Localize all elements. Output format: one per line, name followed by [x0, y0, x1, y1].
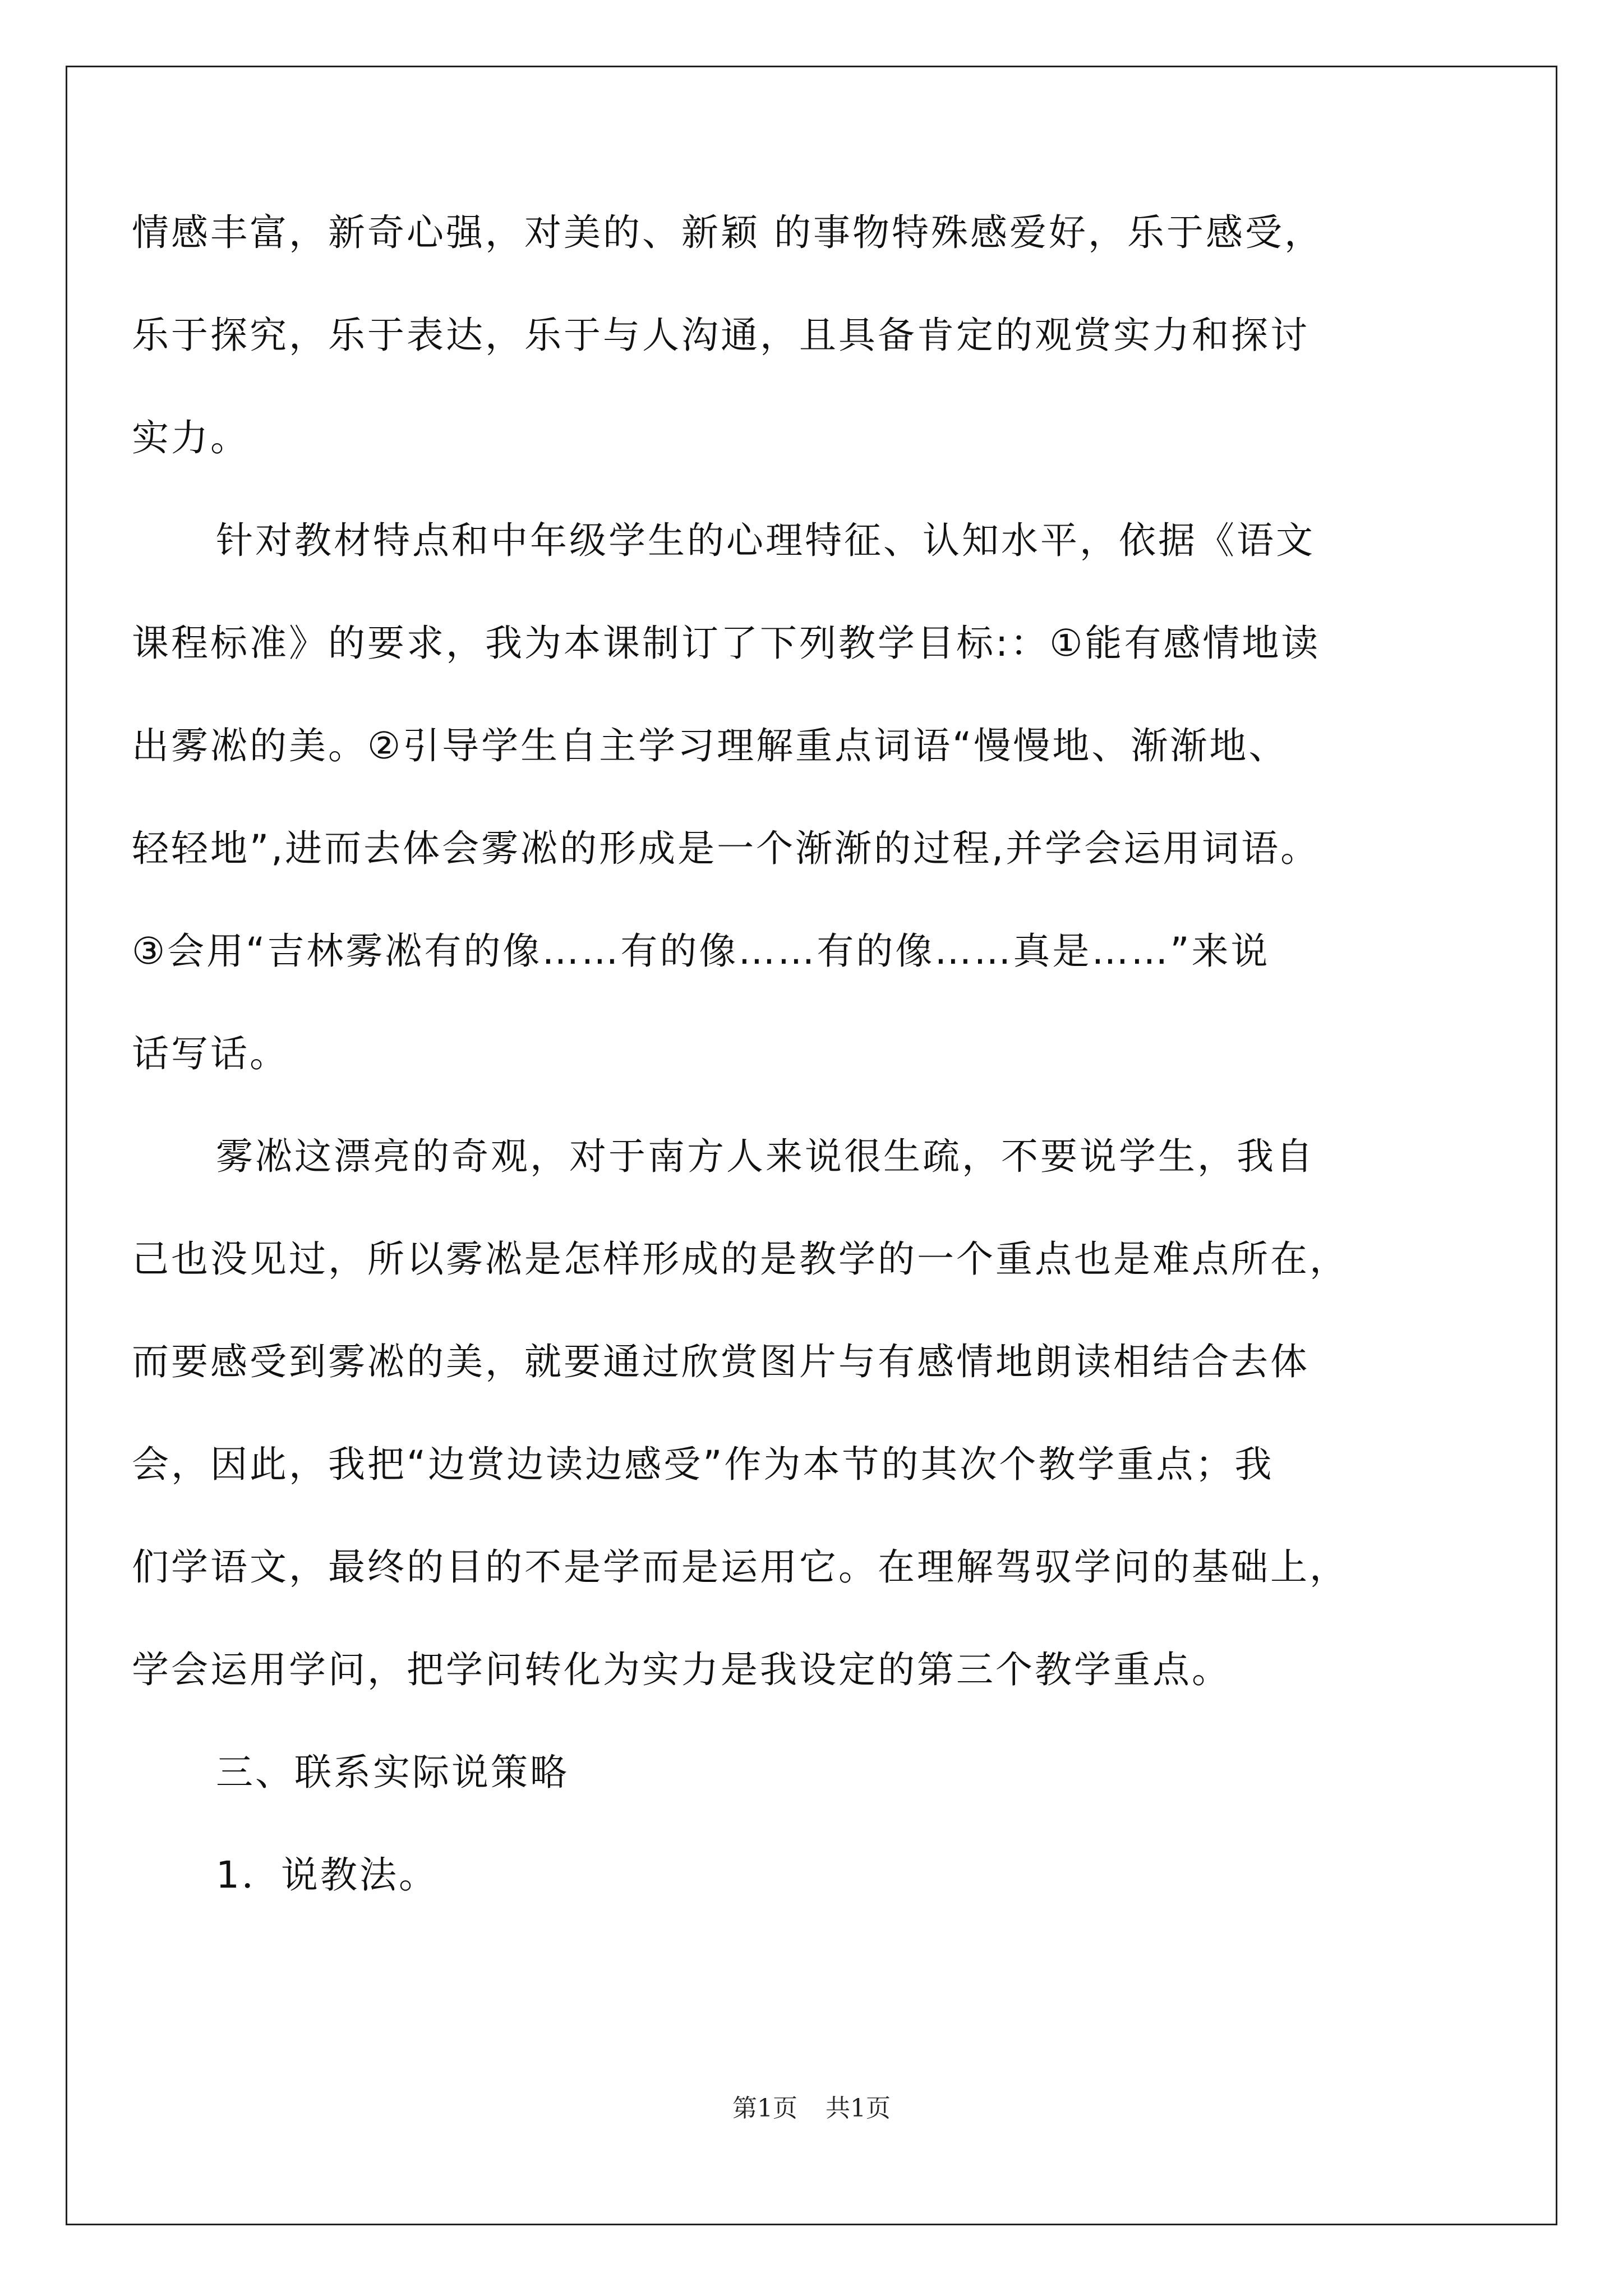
text-line: 学会运用学问，把学问转化为实力是我设定的第三个教学重点。 — [132, 1648, 1231, 1691]
page-footer — [0, 2088, 1623, 2124]
text-line: ③会用“吉林雾凇有的像……有的像……有的像……真是……”来说 — [132, 930, 1270, 973]
text-line: 己也没见过，所以雾凇是怎样形成的是教学的一个重点也是难点所在， — [132, 1237, 1349, 1281]
paragraph-start-line: 雾凇这漂亮的奇观，对于南方人来说很生疏，不要说学生，我自 — [216, 1135, 1315, 1178]
paragraph-start-line: 针对教材特点和中年级学生的心理特征、认知水平，依据《语文 — [216, 519, 1315, 562]
subsection-heading: 1．说教法。 — [216, 1853, 438, 1897]
text-line: 轻轻地”,进而去体会雾凇的形成是一个渐渐的过程,并学会运用词语。 — [132, 827, 1320, 870]
text-line: 实力。 — [132, 416, 250, 459]
document-body — [132, 208, 1492, 1953]
text-line: 话写话。 — [132, 1032, 289, 1075]
text-line: 乐于探究，乐于表达，乐于与人沟通，且具备肯定的观赏实力和探讨 — [132, 314, 1310, 357]
page-total: 共1页 — [826, 2094, 891, 2123]
text-line: 出雾凇的美。②引导学生自主学习理解重点词语“慢慢地、渐渐地、 — [132, 724, 1288, 767]
text-line: 课程标准》的要求，我为本课制订了下列教学目标:：①能有感情地读 — [132, 622, 1321, 665]
section-heading: 三、联系实际说策略 — [216, 1751, 569, 1794]
text-line: 会，因此，我把“边赏边读边感受”作为本节的其次个教学重点；我 — [132, 1443, 1274, 1486]
text-line: 们学语文，最终的目的不是学而是运用它。在理解驾驭学问的基础上， — [132, 1545, 1349, 1589]
text-line: 而要感受到雾凇的美，就要通过欣赏图片与有感情地朗读相结合去体 — [132, 1340, 1310, 1383]
page-number: 第1页 — [732, 2094, 797, 2123]
text-line: 情感丰富，新奇心强，对美的、新颖 的事物特殊感爱好，乐于感受， — [132, 211, 1324, 254]
